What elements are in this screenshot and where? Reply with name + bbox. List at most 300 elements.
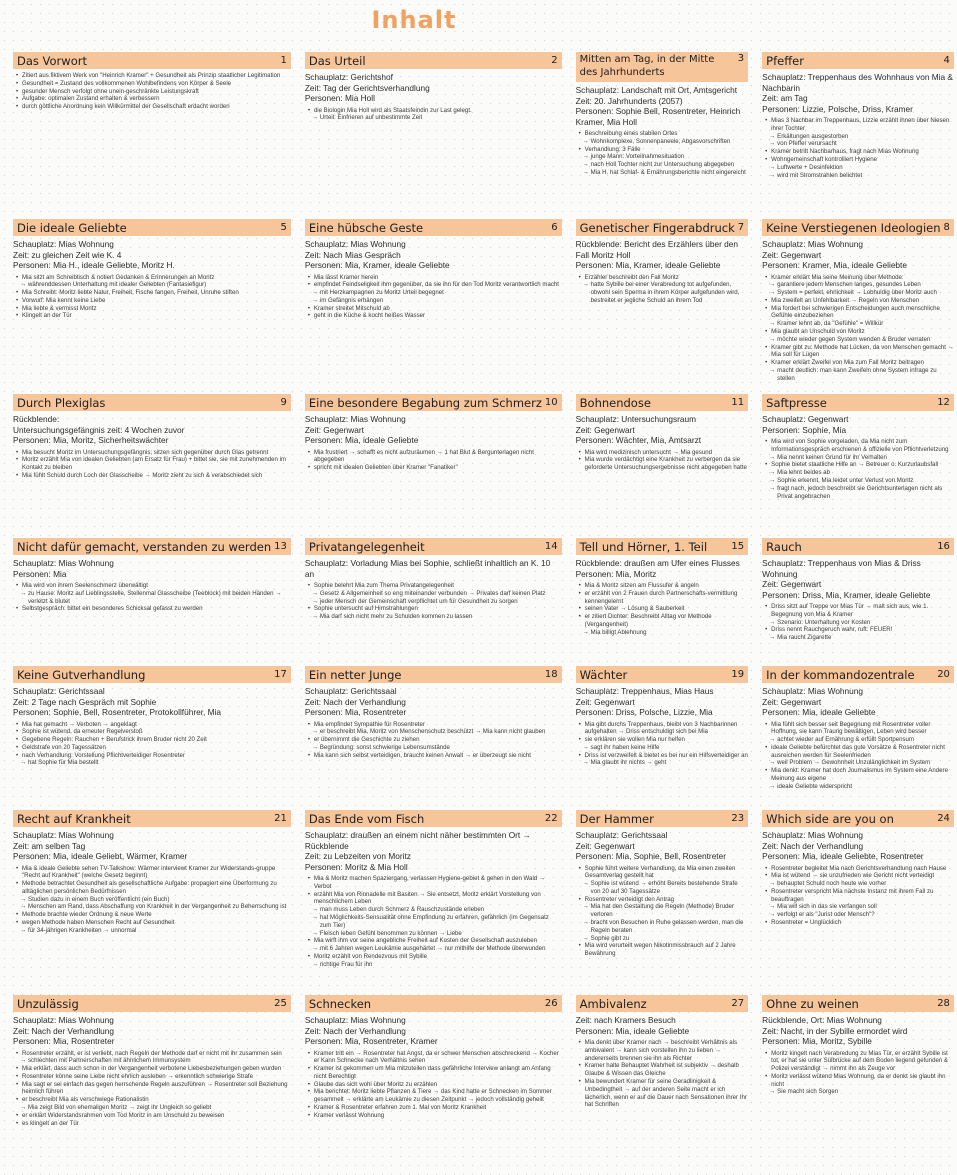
chapter-card [759, 995, 957, 1175]
sub-note: → Sophie gibt zu [579, 935, 749, 943]
chapter-meta [305, 558, 562, 579]
meta-line: Zeit: Nach Mias Gespräch [304, 249, 401, 260]
sub-note: → sagt ihr haben keine Hilfe [579, 744, 749, 752]
note-bullet: • Mia fordert bei schwierigen Entscheidungen auch menschliche Gefühle einzubeziehen [765, 305, 954, 321]
meta-line: Schauplatz: Mias Wohnung [762, 239, 864, 249]
chapter-title: Wächter [579, 667, 628, 682]
chapter-number: 2 [551, 55, 558, 66]
note-bullet: • Moritz verlässt wütend Mias Wohnung, da er denkt sie glaubt ihn nicht [765, 1073, 954, 1089]
meta-line: Schauplatz: Treppenhaus von Mias & Driss Wohnung [762, 558, 921, 579]
meta-line: Zeit: am selben Tag [13, 840, 86, 851]
meta-line: Schauplatz: Gerichtssaal [304, 686, 397, 696]
note-bullet: • Mia liebte & vermisst Moritz [16, 305, 291, 313]
sub-note: → jeder Mensch der Gemeinschaft verpflichtet um für Gesundheit zu sorgen [308, 598, 562, 606]
meta-line: Zeit: Gegenwart [575, 696, 635, 707]
note-bullet: • Rosentreter erzählt, er ist verliebt, nach Regeln der Methode darf er nicht mit ihr zusammen sein [16, 1050, 291, 1058]
meta-line: Schauplatz: Mias Wohnung [13, 239, 114, 249]
sub-note: → Sophie ist wütend → erhöht Bereits bestehende Strafe von 20 auf 30 Tagessätze [579, 880, 749, 896]
note-bullet: • Driss ist verzweifelt & bietet es bei nur ein Hilfsverteidiger an [579, 752, 749, 760]
chapter-card [302, 995, 565, 1175]
chapter-number: 24 [937, 813, 950, 824]
chapter-grid [10, 52, 954, 1166]
sub-note: → Mia will sich in das sie verfangen soll [765, 903, 954, 911]
chapter-number: 15 [731, 541, 745, 552]
chapter-meta [762, 414, 954, 435]
meta-line: Zeit: Nach der Verhandlung [304, 696, 406, 707]
chapter-meta [305, 239, 562, 271]
chapter-card [759, 810, 957, 992]
sub-note: → hatte Sybille bei einer Verabredung tot aufgefunden, obwohl sein Sperma in ihrem Körper aufgefunden wird, bestreitet er jegliche Schuld an ihrem Tod [579, 281, 749, 304]
note-bullet: • Geldstrafe von 20 Tagessätzen [16, 744, 291, 752]
meta-line: Schauplatz: Gerichtssaal [13, 686, 105, 696]
meta-line: Personen: Sophie, Mia [762, 424, 847, 435]
chapter-notes [13, 721, 291, 768]
chapter-header [576, 538, 749, 555]
meta-line: Personen: Mia H., ideale Geliebte, Moritz H. [13, 260, 175, 270]
chapter-notes [762, 274, 954, 383]
chapter-card [302, 810, 565, 992]
meta-line: Schauplatz: draußen an einem nicht näher bestimmten Ort → Rückblende [304, 830, 531, 851]
chapter-header [305, 810, 562, 827]
note-bullet: • Mia sitzt am Schreibtisch & notiert Gedanken & Erinnerungen an Moritz [16, 274, 291, 282]
chapter-meta [305, 686, 562, 718]
sub-note: → Mia zeigt Bild von ehemaligen Moritz → zeigt ihr Ungleich so geliebt [16, 1104, 291, 1112]
note-bullet: • gesunder Mensch verfolgt ohne unein-geschränkte Leistungskraft [16, 88, 291, 96]
chapter-number: 3 [737, 53, 745, 64]
meta-line: Personen: Lizzie, Polsche, Driss, Kramer [762, 103, 913, 114]
note-bullet: • ideale Geliebte befürchtet das gute Vorsätze & Rosentreter nicht ausreichen werden für Seelenfrieden [765, 744, 954, 760]
chapter-title: Durch Plexiglas [17, 395, 106, 410]
meta-line: Schauplatz: Mias Wohnung [304, 1015, 406, 1025]
note-bullet: • Rosentreter könne seine Liebe nicht ehrlich ausleben → erkenntlich schwierige Strafe [16, 1073, 291, 1081]
chapter-header [305, 394, 562, 411]
meta-line: Personen: Driss, Mia, Kramer, ideale Geliebte [762, 589, 931, 600]
chapter-header [762, 219, 954, 236]
sub-note: → währenddessen Unterhaltung mit idealer Geliebten (Fantasiefigur) [16, 281, 291, 289]
chapter-header [576, 219, 749, 236]
meta-line: Schauplatz: Gerichtshof [304, 72, 393, 82]
note-bullet: • er beschreibt Mia als verschwiege Rationalistin [16, 1096, 291, 1104]
note-bullet: • Kramer tritt ein → Rosentreter hat Angst, da er schwer Menschen abschreckend → Kocher er Kann Schnecke nach Verhältnis sehen [308, 1050, 562, 1066]
chapter-number: 5 [280, 222, 287, 233]
chapter-header [762, 666, 954, 683]
note-bullet: • Mia wirft ihm vor seine angebliche Freiheit auf Kosten der Gesellschaft auszuleben [308, 937, 562, 945]
note-bullet: • er zitiert Dichter: Beschreibt Alltag vor Methode (Vergangenheit) [579, 613, 749, 629]
meta-line: Schauplatz: Mias Wohnung [304, 239, 406, 249]
chapter-meta [762, 558, 954, 600]
chapter-number: 27 [731, 998, 745, 1009]
note-bullet: • sie erklären sie wollen Mia nur helfen [579, 736, 749, 744]
chapter-title: Eine besondere Begabung zum Schmerz [308, 395, 542, 410]
meta-line: Personen: Mia, ideale Geliebte [762, 707, 876, 717]
chapter-header [13, 52, 291, 69]
chapter-number: 4 [943, 55, 950, 66]
meta-line: Personen: Kramer, Mia, ideale Geliebte [762, 260, 907, 270]
chapter-notes [305, 1050, 562, 1120]
note-bullet: • Mia fühlt Schuld durch Loch der Glasscheibe → Moritz zieht zu sich & verabschiedet sich [16, 472, 291, 480]
chapter-meta [576, 1015, 749, 1036]
meta-line: Zeit: Gegenwart [762, 249, 822, 260]
chapter-meta [576, 414, 749, 446]
meta-line: Personen: Mia, Rosentreter, Kramer [304, 1036, 438, 1046]
meta-line: Schauplatz: Mias Wohnung [762, 830, 864, 840]
note-bullet: • Methode brachte wieder Ordnung & neue Werte [16, 911, 291, 919]
meta-line: Personen: Mia, Rosentreter [13, 1036, 115, 1046]
sub-note: → hat Sophie für Mia bestellt [16, 759, 291, 767]
note-bullet: • Verhandlung: 3 Fälle [579, 146, 749, 154]
sub-note: → Fleisch leben Gefühl benommen zu können → Liebe [308, 930, 562, 938]
chapter-number: 7 [737, 222, 745, 233]
chapter-title: In der kommandozentrale [766, 667, 915, 682]
chapter-title: Recht auf Krankheit [17, 811, 131, 826]
chapter-meta [576, 85, 749, 127]
note-bullet: • Mia ist wütend → sie unzufrieden wie Gericht nicht verteidigt [765, 872, 954, 880]
sub-note: → Mia H. hat Schlaf- & Ernährungsberichte nicht eingereicht [579, 169, 749, 177]
sub-note: → Erkältungen ausgestorben [765, 133, 954, 141]
meta-line: Schauplatz: Vorladung Mias bei Sophie, schließt inhaltlich an K. 10 an [304, 558, 551, 579]
chapter-notes [13, 865, 291, 935]
meta-line: Personen: Sophie, Bell, Rosentreter, Protokollführer, Mia [13, 707, 221, 717]
chapter-card [759, 538, 957, 663]
note-bullet: • Sophie belehrt Mia zum Thema Privatangelegenheit [308, 582, 562, 590]
meta-line: Schauplatz: Mias Wohnung [762, 686, 864, 696]
meta-line: Schauplatz: Untersuchungsraum [575, 414, 697, 424]
note-bullet: • Moritz erzählt Mia von idealen Geliebten (am Ersatz für Frau) + bittet sie, sie mit zunehmenden im Kontakt zu bleiben [16, 456, 291, 472]
meta-line: Zeit: zu gleichen Zeit wie K. 4 [13, 249, 122, 260]
chapter-notes [305, 274, 562, 321]
note-bullet: • Beschreibung eines stabilen Ortes [579, 130, 749, 138]
meta-line: Schauplatz: Mias Wohnung [13, 830, 114, 840]
note-bullet: • Rosentreter verteidigt den Antrag [579, 896, 749, 904]
chapter-number: 20 [937, 669, 950, 680]
chapter-title: Keine Verstiegenen Ideologien [766, 220, 941, 235]
meta-line: Schauplatz: Landschaft mit Ort, Amtsgericht [575, 85, 738, 95]
chapter-title: Tell und Hörner, 1. Teil [579, 539, 708, 554]
note-bullet: • Kramer gibt zu: Methode hat Lücken, da von Menschen gemacht → Mia soll für Lügen [765, 344, 954, 360]
sub-note: → Mia darf sich nicht mehr zu Schulden kommen zu lassen [308, 613, 562, 621]
note-bullet: • Mia sagt er sei einfach das gegen herrschende Regeln auszuführen → Rosentreter soll Beziehung heimlich führen [16, 1081, 291, 1097]
note-bullet: • Sophie führt weitere Verhandlung, da Mia einen zweiten Gesamtverlag gestellt hat [579, 865, 749, 881]
meta-line: Zeit: Gegenwart [762, 696, 822, 707]
sub-note: → Mia hat den Gestaltung die Regeln (Methode) Bruder verloren [579, 903, 749, 919]
chapter-card [759, 219, 957, 391]
sub-note: → weil Problem → Gewohnheit Unzulänglichkeit im System [765, 759, 954, 767]
chapter-notes [762, 603, 954, 642]
meta-line: Zeit: Nach der Verhandlung [762, 840, 864, 851]
sub-note: → bracht von Besuchen in Ruhe gelassen werden, man die Regeln beraten [579, 919, 749, 935]
chapter-card [573, 538, 752, 663]
meta-line: Personen: Mia, ideale Geliebte [575, 1025, 690, 1036]
chapter-notes [305, 721, 562, 760]
note-bullet: • Mia denkt über Kramer nach → beschreibt Verhältnis als ambivalent → kann sich vorstellen ihn zu lieben → andererseits brennen sie ihn als Richter [579, 1039, 749, 1062]
chapter-header [576, 394, 749, 411]
note-bullet: • Driss nennt Rauchgeruch wahr, ruft: FEUER! [765, 626, 954, 634]
chapter-number: 21 [274, 813, 287, 824]
chapter-meta [13, 414, 291, 446]
chapter-header [762, 538, 954, 555]
page-title: Inhalt [371, 6, 457, 34]
sub-note: → Menschen am Rand, dass Abschaffung von Krankheit in der Vergangenheit zu Beherrschung ist [16, 903, 291, 911]
chapter-header [13, 394, 291, 411]
chapter-header [576, 666, 749, 683]
sub-note: → man muss Leben durch Schmerz & Rauschzustände erleben [308, 906, 562, 914]
note-bullet: • seinen Vater → Lösung & Sauberkeit [579, 605, 749, 613]
chapter-header [576, 52, 749, 82]
meta-line: Personen: Mia Holl [304, 93, 375, 103]
sub-note: → zu Hause: Moritz auf Lieblingsstelle, Stellenmal Glasscheibe (Teeblock) mit beiden Händen → verletzt & blutet [16, 590, 291, 606]
chapter-number: 23 [731, 813, 745, 824]
sub-note: → nach Holl Tochter nicht zur Untersuchung abgegeben [579, 161, 749, 169]
chapter-header [576, 810, 749, 827]
note-bullet: • Kramer streitet Mitschuld ab [308, 305, 562, 313]
meta-line: Personen: Mia, Moritz, Sybille [762, 1036, 872, 1046]
note-bullet: • empfindet Feindseligkeit ihm gegenüber, da sie ihn für den Tod Moritz verantwortlich macht [308, 281, 562, 289]
sub-note: → er beschreibt Mia, Moritz von Menschenschutz beschützt → Mia kann nicht glauben [308, 728, 562, 736]
sub-note: → mit 6 Jahren wegen Leukämie ausgehärtet → nur mithilfe der Methode überwunden [308, 945, 562, 953]
chapter-notes [13, 449, 291, 480]
chapter-card [302, 394, 565, 535]
chapter-notes [305, 875, 562, 969]
chapter-card [573, 995, 752, 1175]
chapter-card [759, 394, 957, 535]
sub-note: → Studien dazu in einem Buch veröffentlicht (ein Buch) [16, 896, 291, 904]
meta-line: Rückblende: draußen am Ufer eines Flusses [575, 558, 740, 568]
chapter-header [762, 810, 954, 827]
note-bullet: • Mia & ideale Geliebte sehen TV-Talkshow: Wärmer interviewt Kramer zur Widerstands-gruppe "Recht auf Krankheit" (welche Gesetz beginnt) [16, 865, 291, 881]
meta-line: Zeit: 20. Jahrhunderts (2057) [575, 95, 683, 106]
note-bullet: • Moritz erzählt von Rendezvous mit Sybille [308, 953, 562, 961]
chapter-notes [13, 582, 291, 613]
meta-line: Schauplatz: Mias Wohnung [304, 414, 406, 424]
note-bullet: • die Biologin Mia Holl wird als Staatsfeindin zur Last gelegt. [308, 107, 562, 115]
chapter-card [302, 219, 565, 391]
note-bullet: • Mia berichtet: Moritz liebte Pflanzen & Tiere → das Kind hatte er Schnecken im Sommer gesammelt → erklärte am Leukämie zu diesen Zeitpunkt → jedoch vollständig geheilt [308, 1088, 562, 1104]
chapter-number: 13 [274, 541, 287, 552]
note-bullet: • Kramer halte Behauptet Wahrheit ist subjektiv → deshalb Glaube & Wissen das Gleiche [579, 1062, 749, 1078]
chapter-title: Rauch [766, 539, 802, 554]
note-bullet: • Selbstgespräch: bittet ein besonderes Schicksal gefasst zu werden [16, 605, 291, 613]
note-bullet: • Erzähler beschreibt den Fall Moritz [579, 274, 749, 282]
meta-line: Personen: Mia, Kramer, ideale Geliebte [575, 260, 721, 270]
note-bullet: • wegen Methode haben Menschen Recht auf Gesundheit [16, 919, 291, 927]
note-bullet: • erzählt Mia von Rinnadelle mit Basiten → Sie entsetzt, Moritz erklärt Vorstellung von menschlichem Leben [308, 891, 562, 907]
note-bullet: • Mia empfindet Sympathie für Rosentreter [308, 721, 562, 729]
note-bullet: • Zitiert aus fiktivem Werk von "Heinrich Kramer" + Gesundheit als Prinzip staatlicher Legitimation [16, 72, 291, 80]
chapter-number: 25 [274, 998, 287, 1009]
note-bullet: • Rosentreter = Unglücklich [765, 919, 954, 927]
meta-line: Zeit: Gegenwart [575, 424, 635, 435]
note-bullet: • Sophie ist wütend, da erneuter Regelverstoß [16, 728, 291, 736]
chapter-number: 26 [544, 998, 558, 1009]
chapter-number: 6 [551, 222, 558, 233]
sub-note: → von Pfeffer verursacht [765, 140, 954, 148]
chapter-header [13, 538, 291, 555]
sub-note: → Kramer lehnt ab, da "Gefühle" = Willkür [765, 320, 954, 328]
chapter-card [302, 52, 565, 216]
meta-line: Personen: Mia, Moritz [575, 568, 657, 579]
sub-note: → Mia raucht Zigarette [765, 634, 954, 642]
chapter-notes [762, 1050, 954, 1097]
chapter-title: Saftpresse [766, 395, 827, 410]
note-bullet: • Mia fühlt sich besser seit Begegnung mit Rosentreter voller Hoffnung, sie kann Traurig bewältigen, Leben wird besser [765, 721, 954, 737]
note-bullet: • Mia frustriert → schafft es nicht aufzuräumen → 1 hat Blut & Bergunterlagen nicht abgegeben [308, 449, 562, 465]
chapter-number: 19 [731, 669, 745, 680]
meta-line: Untersuchungsgefängnis zeit: 4 Wochen zuvor [13, 424, 185, 435]
chapter-title: Keine Gutverhandlung [17, 667, 146, 682]
chapter-title: Die ideale Geliebte [17, 220, 127, 235]
chapter-meta [305, 72, 562, 104]
chapter-number: 28 [937, 998, 950, 1009]
note-bullet: • Gegebene Regeln: Rauchen + Berufstrick ihrem Bruder nicht 20 Zeit [16, 736, 291, 744]
note-bullet: • Mia kann sich selbst verteidigen, braucht keinen Anwalt → er überzeugt sie nicht [308, 752, 562, 760]
chapter-meta [305, 830, 562, 872]
chapter-meta [762, 830, 954, 862]
chapter-header [305, 666, 562, 683]
chapter-notes [305, 449, 562, 472]
meta-line: Zeit: Nach der Verhandlung [13, 1025, 115, 1036]
chapter-title: Schnecken [308, 996, 372, 1011]
chapter-number: 1 [280, 55, 287, 66]
note-bullet: • Mia bewundert Kramer für seine Geradlinigkeit & Unbedingtheit → auf der anderen Seite macht er ich lächerlich, wenn er auf die Dauer nach Sensationen ihrer Ihr hat Schriften [579, 1078, 749, 1109]
chapter-notes [576, 449, 749, 472]
meta-line: Zeit: nach Kramers Besuch [575, 1015, 676, 1025]
note-bullet: • Mia gibt durchs Treppenhaus, bleibt von 3 Nachbarinnen aufgehalten → Driss entschuldigt sich bei Mia [579, 721, 749, 737]
chapter-notes [305, 582, 562, 621]
note-bullet: • Mias 3 Nachbar im Treppenhaus, Lizzie erzählt ihnen über Niesen ihrer Tochter [765, 117, 954, 133]
sub-note: → ideale Geliebte widerspricht [765, 783, 954, 791]
chapter-meta [13, 830, 291, 862]
meta-line: Zeit: am Tag [762, 93, 808, 103]
chapter-card [573, 394, 752, 535]
chapter-number: 10 [544, 397, 558, 408]
sub-note: → fragt nach, jedoch beschreibt sie Gerichtsunterlagen nicht als Privat angebrachen [765, 485, 954, 501]
note-bullet: • Kramer & Rosentreter erfahren zum 1. Mal von Moritz Krankheit [308, 1104, 562, 1112]
note-bullet: • Mia denkt: Kramer hat doch Journalismus im System eine Andere Meinung aus eigene [765, 767, 954, 783]
chapter-number: 9 [280, 397, 287, 408]
sub-note: → achtet wieder auf Ernährung & erfüllt Sportpensum [765, 736, 954, 744]
meta-line: Schauplatz: Treppenhaus, Mias Haus [575, 686, 714, 696]
chapter-header [305, 52, 562, 69]
sub-note: → für 34-jährigen Krankheiten → unnormal [16, 927, 291, 935]
chapter-card [10, 666, 294, 807]
meta-line: Personen: Driss, Polsche, Lizzie, Mia [575, 707, 713, 717]
chapter-title: Ein netter Junge [308, 667, 402, 682]
chapter-number: 8 [943, 222, 950, 233]
chapter-notes [762, 438, 954, 500]
note-bullet: • er übernimmt die Geschichte zu ziehen [308, 736, 562, 744]
chapter-meta [762, 1015, 954, 1047]
chapter-card [10, 995, 294, 1175]
chapter-notes [576, 130, 749, 177]
sub-note: → mit Herzkampagnen zu Moritz Urteil begegnet [308, 289, 562, 297]
chapter-header [13, 995, 291, 1012]
note-bullet: • Rosentreter verspricht Mia nächste Instanz mit ihrem Fall zu beauftragen [765, 888, 954, 904]
meta-line: Schauplatz: Gerichtssaal [575, 830, 668, 840]
note-bullet: • Sophie untersucht auf Hirnstrahlungen [308, 605, 562, 613]
note-bullet: • Mia glaubt an Unschuld von Moritz [765, 328, 954, 336]
chapter-title: Unzulässig [17, 996, 79, 1011]
note-bullet: • er erklärt Widerstandsrahmen vom Tod Moritz in am Unschuld zu beweisen [16, 1112, 291, 1120]
meta-line: Personen: Mia, Rosentreter [304, 707, 407, 717]
meta-line: Personen: Sophie Bell, Rosentreter, Heinrich Kramer, Mia Holl [575, 106, 741, 127]
note-bullet: • nach Verhandlung: Vorstellung Pflichtverteidiger Rosentreter [16, 752, 291, 760]
chapter-header [305, 995, 562, 1012]
chapter-card [302, 666, 565, 807]
note-bullet: • Gesundheit = Zustand des vollkommenen Wohlbefindens von Körper & Seele [16, 80, 291, 88]
sub-note: → im Gefängnis erhängen [308, 297, 562, 305]
note-bullet: • Mia wird verurteilt wegen Nikotinmissbrauch auf 2 Jahre Bewährung [579, 942, 749, 958]
chapter-header [576, 995, 749, 1012]
note-bullet: • Glaube das sich wohl über Moritz zu erzählen [308, 1081, 562, 1089]
chapter-number: 17 [274, 669, 287, 680]
sub-note: → schlechten mit Partnerschaften mit ähnlichem Immunsystem [16, 1057, 291, 1065]
note-bullet: • Mia besucht Moritz im Untersuchungsgefängnis; sitzen sich gegenüber durch Glas getrennt [16, 449, 291, 457]
meta-line: Personen: Mia, ideale Geliebt, Wärmer, Kramer [13, 851, 188, 861]
sub-note: → möchte wieder gegen System wenden & Bruder verraten [765, 336, 954, 344]
chapter-meta [576, 558, 749, 579]
meta-line: Rückblende: [13, 414, 60, 424]
chapter-notes [576, 1039, 749, 1109]
chapter-title: Eine hübsche Geste [308, 220, 424, 235]
chapter-title: Which side are you on [766, 811, 894, 826]
chapter-card [10, 810, 294, 992]
chapter-title: Ambivalenz [579, 996, 647, 1011]
chapter-notes [13, 72, 291, 111]
chapter-number: 11 [731, 397, 745, 408]
chapter-title: Das Vorwort [17, 53, 87, 68]
note-bullet: • Mia & Moritz machen Spaziergang, verlassen Hygiene-gebiet & gehen in den Wald → Verbot [308, 875, 562, 891]
chapter-card [302, 538, 565, 663]
meta-line: Personen: Mia, ideale Geliebte, Rosentreter [762, 851, 924, 861]
note-bullet: • Mia wurde verdächtigt eine Krankheit zu verbergen da sie geforderte Untersuchungsergebnisse nicht abgegeben hatte [579, 456, 749, 472]
chapter-card [10, 538, 294, 663]
chapter-card [573, 810, 752, 992]
sub-note: → Mia lehnt beides ab [765, 469, 954, 477]
sub-note: → Mia billigt Ablehnung [579, 629, 749, 637]
chapter-card [10, 52, 294, 216]
chapter-meta [576, 830, 749, 862]
chapter-title: Der Hammer [579, 811, 654, 826]
meta-line: Schauplatz: Mias Wohnung [13, 558, 114, 568]
chapter-number: 14 [544, 541, 558, 552]
meta-line: Schauplatz: Mias Wohnung [13, 1015, 114, 1025]
chapter-title: Pfeffer [766, 53, 804, 68]
chapter-header [13, 666, 291, 683]
note-bullet: • Aufgabe: optimalen Zustand erhalten & verbessern [16, 95, 291, 103]
meta-line: Schauplatz: Treppenhaus des Wohnhaus von Mia & Nachbarin [762, 72, 953, 93]
note-bullet: • Mia Schreibt: Moritz liebte Natur, Freiheit, Fische fangen, Freiheit, Unruhe stiften [16, 289, 291, 297]
chapter-number: 16 [937, 541, 950, 552]
chapter-meta [305, 414, 562, 446]
chapter-meta [13, 239, 291, 271]
chapter-notes [576, 865, 749, 959]
note-bullet: • Mia wird von ihrem Seelenschmerz überwältigt [16, 582, 291, 590]
sub-note: → Sie macht sich Sorgen [765, 1088, 954, 1096]
note-bullet: • Driss sitzt auf Treppe vor Mias Tür → malt sich aus, wie 1. Begegnung von Mia & Kramer [765, 603, 954, 619]
note-bullet: • Methode betrachtet Gesundheit als gesellschaftliche Aufgabe: propagiert eine Überformung zu alltäglichen persönlichen Bedürfnissen [16, 880, 291, 896]
sub-note: → behauptet Schuld noch heute wie vorher [765, 880, 954, 888]
note-bullet: • Mia hat gemacht → Verboten → angeklagt [16, 721, 291, 729]
chapter-notes [576, 721, 749, 768]
note-bullet: • Kramer erklärt Mia seine Meinung über Methode: [765, 274, 954, 282]
sub-note: → Mia glaubt ihr nichts → geht [579, 759, 749, 767]
chapter-number: 12 [937, 397, 950, 408]
chapter-notes [762, 721, 954, 791]
chapter-notes [305, 107, 562, 123]
note-bullet: • Mia zweifelt an Unfehlbarkeit → Regeln von Menschen [765, 297, 954, 305]
chapter-notes [762, 117, 954, 179]
meta-line: Personen: Mia, Sophie, Bell, Rosentreter [575, 851, 726, 861]
